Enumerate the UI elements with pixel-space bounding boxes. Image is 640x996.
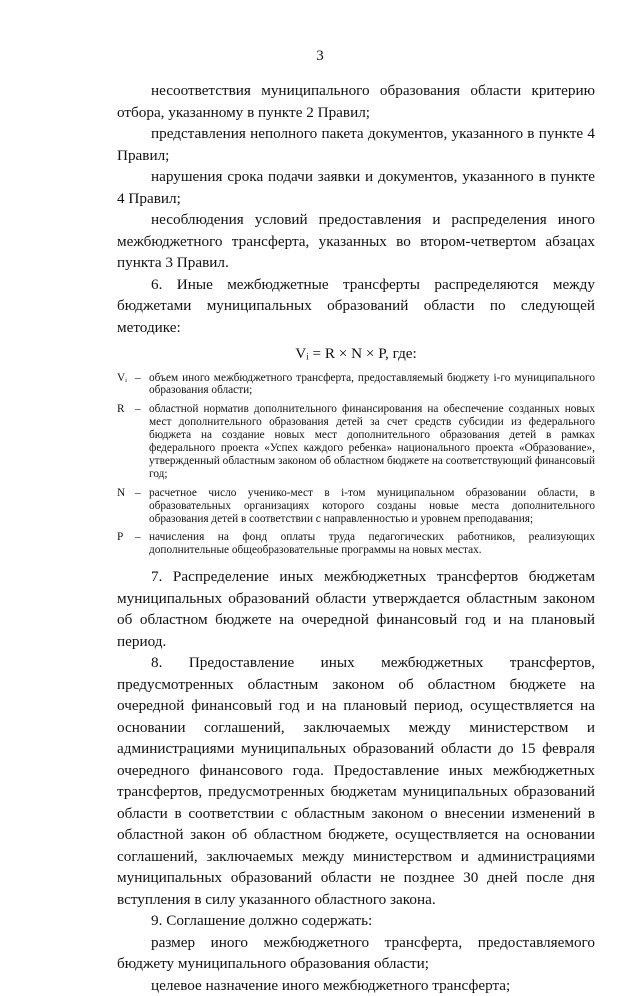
definition-symbol: P: [117, 531, 124, 544]
paragraph-rejection-reason-4: несоблюдения условий предоставления и распределения иного межбюджетного трансферта, указанных во втором-четвертом абзацах пункта 3 Правил.: [117, 211, 595, 271]
definition-vi: [117, 372, 595, 398]
definition-symbol: Vᵢ: [117, 371, 128, 384]
document-body: [117, 80, 595, 996]
paragraph-agreement-clause-2: целевое назначение иного межбюджетного трансферта;: [151, 976, 511, 994]
definition-p: [117, 531, 595, 557]
definition-text: расчетное число ученико-мест в i-том муниципальном образовании области, в образовательных организациях которого созданы новые места дополнительного образования детей в соответствии с направленностью и уровнем преподавания;: [149, 486, 595, 525]
definition-text: областной норматив дополнительного финансирования на обеспечение созданных новых мест дополнительного образования детей за счет средств субсидии из федерального бюджета на создание новых мест дополнительного образования детей в рамках федерального проекта «Успех каждого ребенка» национального проекта «Образование», утвержденный областным законом об областном бюджете на соответствующий финансовый год;: [149, 403, 595, 480]
definition-dash: –: [135, 403, 141, 416]
formula-definitions: [117, 372, 595, 558]
paragraph-rejection-reason-2: представления неполного пакета документов, указанного в пункте 4 Правил;: [117, 125, 595, 164]
paragraph-item-6: 6. Иные межбюджетные трансферты распределяются между бюджетами муниципальных образований области по следующей методике:: [117, 275, 595, 336]
paragraph-item-8: 8. Предоставление иных межбюджетных трансфертов, предусмотренных областным законом об областном бюджете на очередной финансовый год и на плановый период, осуществляется на основании соглашений, заключаемых между министерством и администрациями муниципальных образований области до 15 февраля очередного финансового года. Предоставление иных межбюджетных трансфертов, предусмотренных бюджетам муниципальных образований области в соответствии с областным законом о внесении изменений в областной закон об областном бюджете, осуществляется на основании соглашений, заключаемых между министерством и администрациями муниципальных образований области не позднее 30 дней после дня вступления в силу указанного областного закона.: [117, 654, 595, 908]
definition-symbol: R: [117, 403, 125, 416]
definition-n: [117, 487, 595, 526]
definition-text: объем иного межбюджетного трансферта, предоставляемый бюджету i-го муниципального образования области;: [149, 371, 595, 397]
definition-text: начисления на фонд оплаты труда педагогических работников, реализующих дополнительные общеобразовательные программы на новых местах.: [149, 531, 595, 557]
definition-dash: –: [135, 486, 141, 499]
definition-symbol: N: [117, 486, 126, 499]
definition-dash: –: [135, 371, 141, 384]
paragraph-agreement-clause-1: размер иного межбюджетного трансферта, предоставляемого бюджету муниципального образования области;: [117, 933, 595, 973]
page-number: 3: [316, 48, 324, 64]
definition-dash: –: [135, 531, 141, 544]
paragraph-rejection-reason-3: нарушения срока подачи заявки и документов, указанного в пункте 4 Правил;: [117, 168, 595, 207]
definition-r: [117, 403, 595, 480]
paragraph-item-7: 7. Распределение иных межбюджетных трансфертов бюджетам муниципальных образований области утверждается областным законом об областном бюджете на очередной финансовый год и на плановый период.: [117, 568, 595, 650]
formula: Vᵢ = R × N × P, где:: [295, 345, 417, 362]
paragraph-item-9: 9. Соглашение должно содержать:: [151, 912, 373, 930]
paragraph-rejection-reason-1: несоответствия муниципального образования области критерию отбора, указанному в пункте 2 Правил;: [117, 82, 595, 121]
